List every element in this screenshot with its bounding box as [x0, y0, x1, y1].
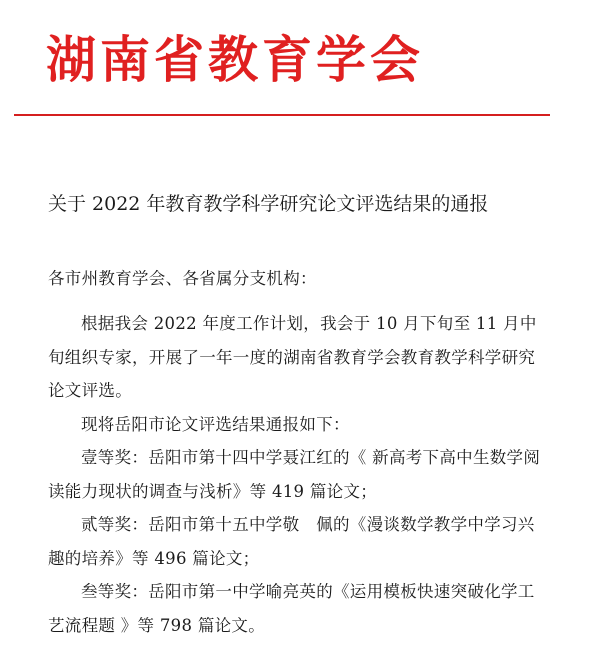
masthead-rule [14, 114, 550, 116]
paragraph-announcement: 现将岳阳市论文评选结果通报如下： [81, 414, 350, 434]
document-body [48, 307, 548, 642]
document-title: 关于 2022 年教育教学科学研究论文评选结果的通报 [48, 193, 489, 215]
paragraph-first-prize: 壹等奖：岳阳市第十四中学聂江红的《 新高考下高中生数学阅读能力现状的调查与浅析》等 419 篇论文； [48, 448, 541, 501]
paragraph-second-prize: 贰等奖：岳阳市第十五中学敬 佩的《漫谈数学教学中学习兴趣的培养》等 496 篇论文； [48, 515, 535, 568]
paragraph-third-prize: 叁等奖：岳阳市第一中学喻亮英的《运用模板快速突破化学工艺流程题 》等 798 篇论文。 [48, 582, 535, 635]
paragraph-intro: 根据我会 2022 年度工作计划，我会于 10 月下旬至 11 月中旬组织专家，开展了一年一度的湖南省教育学会教育教学科学研究论文评选。 [48, 314, 537, 400]
salutation: 各市州教育学会、各省属分支机构： [48, 269, 317, 288]
masthead-title: 湖南省教育学会 [46, 31, 424, 89]
